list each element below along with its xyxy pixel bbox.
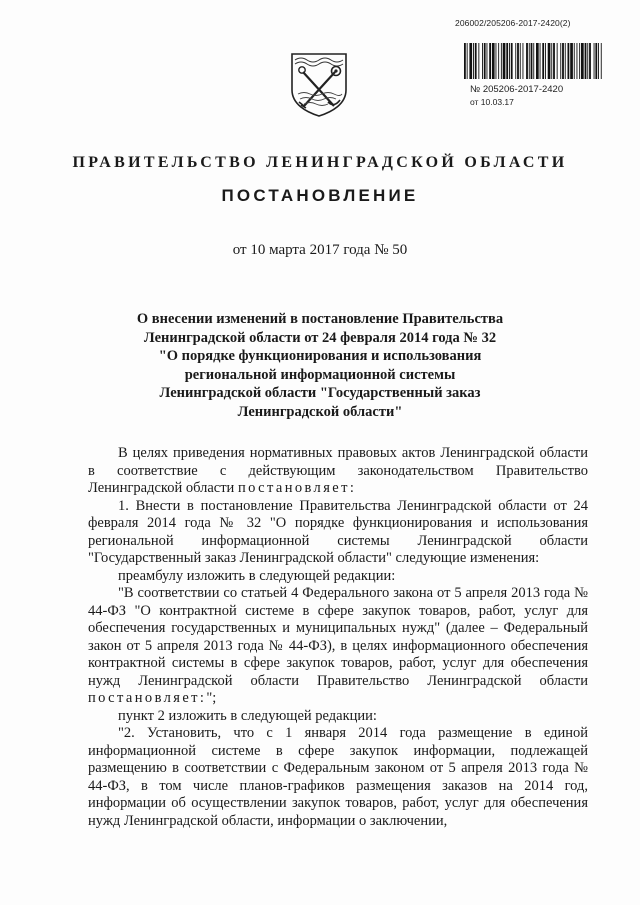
subject-line: Ленинградской области "Государственный заказ bbox=[159, 385, 481, 402]
document-subject bbox=[100, 310, 540, 422]
body-paragraph: 1. Внести в постановление Правительства Ленинградской области от 24 февраля 2014 года № 32 "О порядке функционирования и использования региональной информационной системы Ленинградской области "Государственный заказ Ленинградской области" следующие изменения: bbox=[88, 497, 588, 566]
subject-line: Ленинградской области от 24 февраля 2014 года № 32 bbox=[143, 329, 497, 346]
government-name-heading: ПРАВИТЕЛЬСТВО ЛЕНИНГРАДСКОЙ ОБЛАСТИ bbox=[72, 154, 568, 171]
registration-number: № 205206-2017-2420 bbox=[470, 84, 564, 95]
barcode bbox=[464, 43, 602, 79]
body-paragraph: В целях приведения нормативных правовых актов Ленинградской области в соответствие с действующим законодательством Правительство Ленинградской области постановляет: bbox=[88, 445, 588, 496]
body-paragraph: "2. Установить, что с 1 января 2014 года размещение в единой информационной системе в сфере закупок информации, подлежащей размещению в соответствии с Федеральным законом от 5 апреля 2013 года № 44-ФЗ, в том числе планов-графиков размещения заказов на 2014 год, информации об осуществлении закупок товаров, работ, услуг для обеспечения нужд Ленинградской области, информации о заключении, bbox=[88, 725, 588, 829]
subject-line: Ленинградской области" bbox=[237, 403, 403, 420]
body-paragraph: "В соответствии со статьей 4 Федерального закона от 5 апреля 2013 года № 44-ФЗ "О контрактной системе в сфере закупок товаров, работ, услуг для обеспечения государственных и муниципальных нужд" (далее – Федеральный закон от 5 апреля 2013 года № 44-ФЗ), в целях информационного обеспечения контрактной системы в сфере закупок товаров, работ, услуг для обеспечения нужд Ленинградской области Правительство Ленинградской области постановляет:"; bbox=[88, 585, 588, 706]
coat-of-arms-icon bbox=[286, 50, 352, 118]
top-reference-number: 206002/205206-2017-2420(2) bbox=[455, 18, 571, 28]
document-date-number: от 10 марта 2017 года № 50 bbox=[232, 242, 408, 258]
decree-word: постановляет: bbox=[237, 480, 357, 496]
document-body bbox=[88, 445, 588, 830]
registration-date: от 10.03.17 bbox=[470, 97, 514, 107]
subject-line: О внесении изменений в постановление Правительства bbox=[136, 311, 504, 327]
body-paragraph: преамбулу изложить в следующей редакции: bbox=[118, 567, 396, 584]
subject-line: "О порядке функционирования и использования bbox=[158, 348, 482, 365]
subject-line: региональной информационной системы bbox=[184, 366, 456, 383]
document-type-heading: ПОСТАНОВЛЕНИЕ bbox=[221, 186, 419, 205]
decree-word: постановляет: bbox=[88, 690, 207, 706]
body-paragraph: пункт 2 изложить в следующей редакции: bbox=[118, 707, 377, 724]
